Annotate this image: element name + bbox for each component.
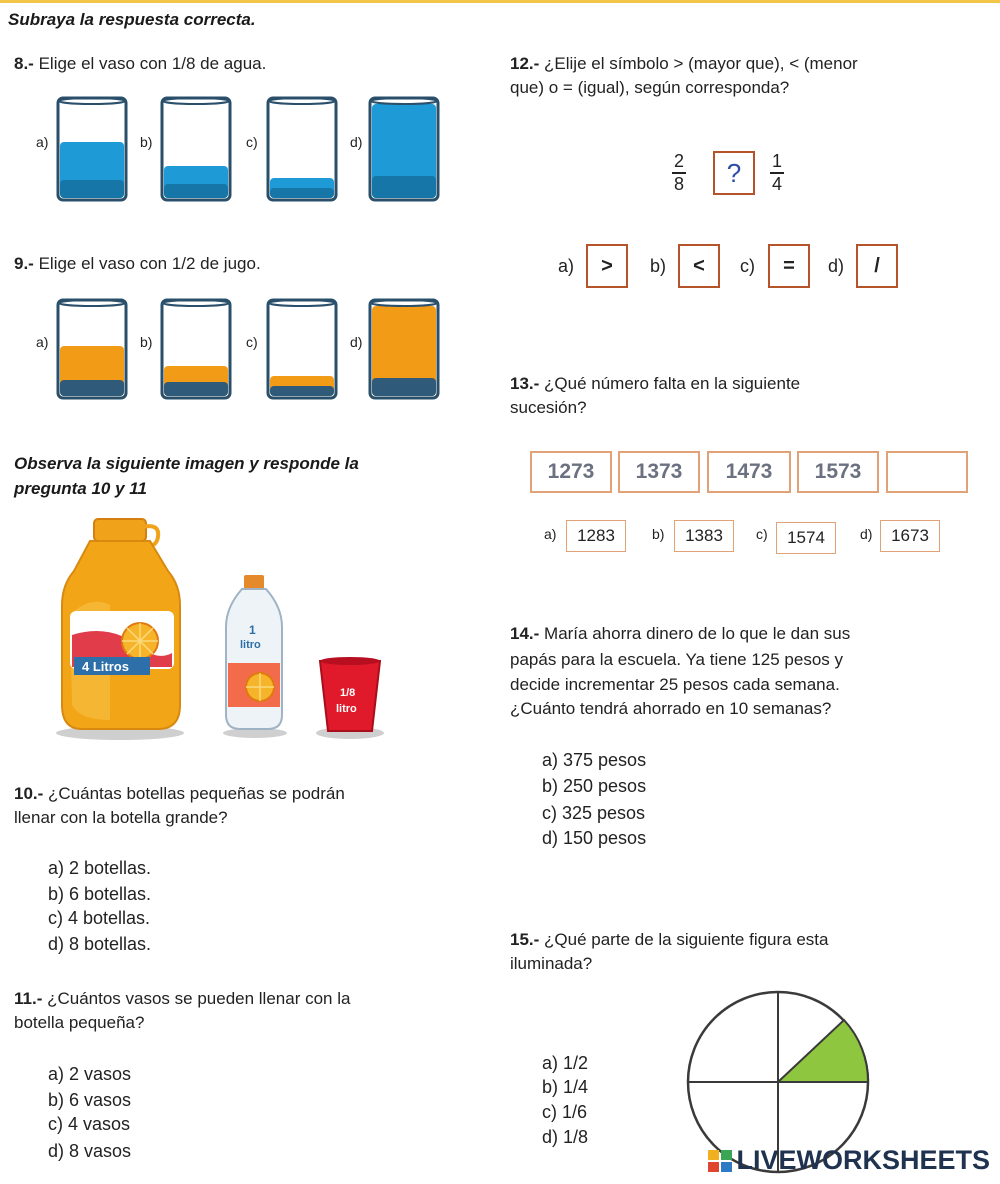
q15-line-2: iluminada? — [510, 954, 593, 973]
big-bottle-icon — [62, 519, 180, 729]
q12-fraction-right — [770, 152, 784, 194]
q12-frac-left-den: 8 — [673, 173, 684, 194]
q9-text — [14, 252, 261, 276]
q13-prompt-1: ¿Qué número falta en la siguiente — [544, 374, 801, 393]
q9-glasses — [36, 298, 456, 404]
q13-option-d[interactable]: 1673 — [880, 520, 940, 552]
q10-option-c[interactable]: c) 4 botellas. — [48, 908, 151, 928]
cup-unit: litro — [336, 703, 357, 715]
q10-option-d[interactable]: d) 8 botellas. — [48, 934, 152, 954]
small-bottle-icon — [226, 575, 282, 729]
q9-glass-d[interactable] — [370, 300, 438, 398]
q10-option-a[interactable]: a) 2 botellas. — [48, 858, 152, 878]
q15-prompt-1: ¿Qué parte de la siguiente figura esta — [544, 930, 829, 949]
q11-number: 11.- — [14, 989, 43, 1008]
q11-line-2: botella pequeña? — [14, 1013, 145, 1032]
q9-glass-c[interactable] — [268, 300, 336, 398]
q13-line-2: sucesión? — [510, 398, 587, 417]
q14-line-2: papás para la escuela. Ya tiene 125 pesos y — [510, 650, 843, 669]
q8-label-a[interactable]: a) — [36, 134, 49, 150]
q12-label-b: b) — [650, 256, 667, 276]
q9-label-a[interactable]: a) — [36, 334, 49, 350]
q15-option-d[interactable]: d) 1/8 — [542, 1127, 589, 1147]
q12-label-c: c) — [740, 256, 755, 276]
q14-option-c[interactable]: c) 325 pesos — [542, 803, 646, 823]
q14-option-b[interactable]: b) 250 pesos — [542, 776, 647, 796]
q12-line-2: que) o = (igual), según corresponda? — [510, 78, 790, 97]
q12-option-equal[interactable]: = — [768, 244, 810, 288]
q13-sequence-2: 1373 — [618, 451, 700, 493]
q8-glasses-drawing — [36, 96, 456, 206]
q14-number: 14.- — [510, 624, 540, 643]
small-bottle-num: 1 — [249, 623, 256, 637]
q8-label-b[interactable]: b) — [140, 134, 153, 150]
q12-option-slash[interactable]: / — [856, 244, 898, 288]
q12-question-box[interactable]: ? — [713, 151, 755, 195]
q11-option-c[interactable]: c) 4 vasos — [48, 1114, 131, 1134]
cup-num: 1/8 — [340, 687, 356, 699]
big-bottle-label: 4 Litros — [82, 659, 129, 674]
q8-number: 8.- — [14, 54, 34, 73]
q13-options — [544, 520, 944, 554]
q15-option-b[interactable]: b) 1/4 — [542, 1077, 589, 1097]
q13-label-a: a) — [544, 526, 557, 542]
q15-option-c[interactable]: c) 1/6 — [542, 1102, 588, 1122]
q9-label-b[interactable]: b) — [140, 334, 153, 350]
q9-glass-a[interactable] — [58, 300, 126, 398]
q12-frac-left-num: 2 — [673, 151, 684, 171]
q15-option-a[interactable]: a) 1/2 — [542, 1053, 589, 1073]
q8-text — [14, 52, 266, 76]
q11-option-b[interactable]: b) 6 vasos — [48, 1090, 132, 1110]
q12-number: 12.- — [510, 54, 540, 73]
q12-frac-right-num: 1 — [771, 151, 782, 171]
q8-label-d[interactable]: d) — [350, 134, 363, 150]
q8-glass-b[interactable] — [162, 98, 230, 200]
q9-glasses-drawing — [36, 298, 456, 404]
q13-number: 13.- — [510, 374, 540, 393]
q11-option-a[interactable]: a) 2 vasos — [48, 1064, 132, 1084]
q8-prompt: Elige el vaso con 1/8 de agua. — [38, 54, 267, 73]
small-bottle-unit: litro — [240, 639, 261, 651]
q13-missing-box[interactable] — [886, 451, 968, 493]
q13-option-b[interactable]: 1383 — [674, 520, 734, 552]
q12-option-greater[interactable]: > — [586, 244, 628, 288]
q12-label-a: a) — [558, 256, 575, 276]
q13-label-b: b) — [652, 526, 665, 542]
q8-glass-c[interactable] — [268, 98, 336, 200]
q9-glass-b[interactable] — [162, 300, 230, 398]
q10-line-1 — [14, 782, 345, 806]
observe-line-2: pregunta 10 y 11 — [14, 479, 147, 498]
q13-option-a[interactable]: 1283 — [566, 520, 626, 552]
q10-prompt-1: ¿Cuántas botellas pequeñas se podrán — [48, 784, 345, 803]
top-rule — [0, 0, 1000, 3]
q9-label-d[interactable]: d) — [350, 334, 363, 350]
q13-sequence-1: 1273 — [530, 451, 612, 493]
q9-prompt: Elige el vaso con 1/2 de jugo. — [38, 254, 261, 273]
q14-prompt-1: María ahorra dinero de lo que le dan sus — [544, 624, 851, 643]
observe-line-1: Observa la siguiente imagen y responde la — [14, 454, 359, 473]
q14-line-1 — [510, 622, 850, 646]
q12-option-less[interactable]: < — [678, 244, 720, 288]
bottles-illustration — [50, 515, 390, 745]
q13-option-c[interactable]: 1574 — [776, 522, 836, 554]
q8-label-c[interactable]: c) — [246, 134, 258, 150]
q13-label-d: d) — [860, 526, 873, 542]
q11-prompt-1: ¿Cuántos vasos se pueden llenar con la — [47, 989, 351, 1008]
q15-number: 15.- — [510, 930, 540, 949]
liveworksheets-logo — [708, 1145, 990, 1176]
page-title: Subraya la respuesta correcta. — [8, 10, 256, 29]
q13-sequence-4: 1573 — [797, 451, 879, 493]
q11-option-d[interactable]: d) 8 vasos — [48, 1141, 132, 1161]
q14-option-d[interactable]: d) 150 pesos — [542, 828, 647, 848]
q11-line-1 — [14, 987, 350, 1011]
q10-line-2: llenar con la botella grande? — [14, 808, 228, 827]
q9-number: 9.- — [14, 254, 34, 273]
q13-line-1 — [510, 372, 800, 396]
q8-glasses — [36, 96, 456, 206]
q12-label-d: d) — [828, 256, 845, 276]
q10-option-b[interactable]: b) 6 botellas. — [48, 884, 152, 904]
q13-label-c: c) — [756, 526, 768, 542]
q9-label-c[interactable]: c) — [246, 334, 258, 350]
q14-option-a[interactable]: a) 375 pesos — [542, 750, 647, 770]
q8-glass-a[interactable] — [58, 98, 126, 200]
q8-glass-d[interactable] — [370, 98, 438, 200]
q14-line-4: ¿Cuánto tendrá ahorrado en 10 semanas? — [510, 699, 832, 718]
q12-frac-right-den: 4 — [771, 173, 782, 194]
q12-fraction-left — [672, 152, 686, 194]
q12-prompt-1: ¿Elije el símbolo > (mayor que), < (menor — [544, 54, 858, 73]
q10-number: 10.- — [14, 784, 44, 803]
q12-options — [558, 244, 918, 288]
q14-line-3: decide incrementar 25 pesos cada semana. — [510, 675, 840, 694]
q15-line-1 — [510, 928, 828, 952]
q13-sequence-3: 1473 — [707, 451, 791, 493]
liveworksheets-logo-icon — [708, 1148, 734, 1174]
q12-line-1 — [510, 52, 858, 76]
liveworksheets-logo-text: LIVEWORKSHEETS — [736, 1145, 990, 1175]
